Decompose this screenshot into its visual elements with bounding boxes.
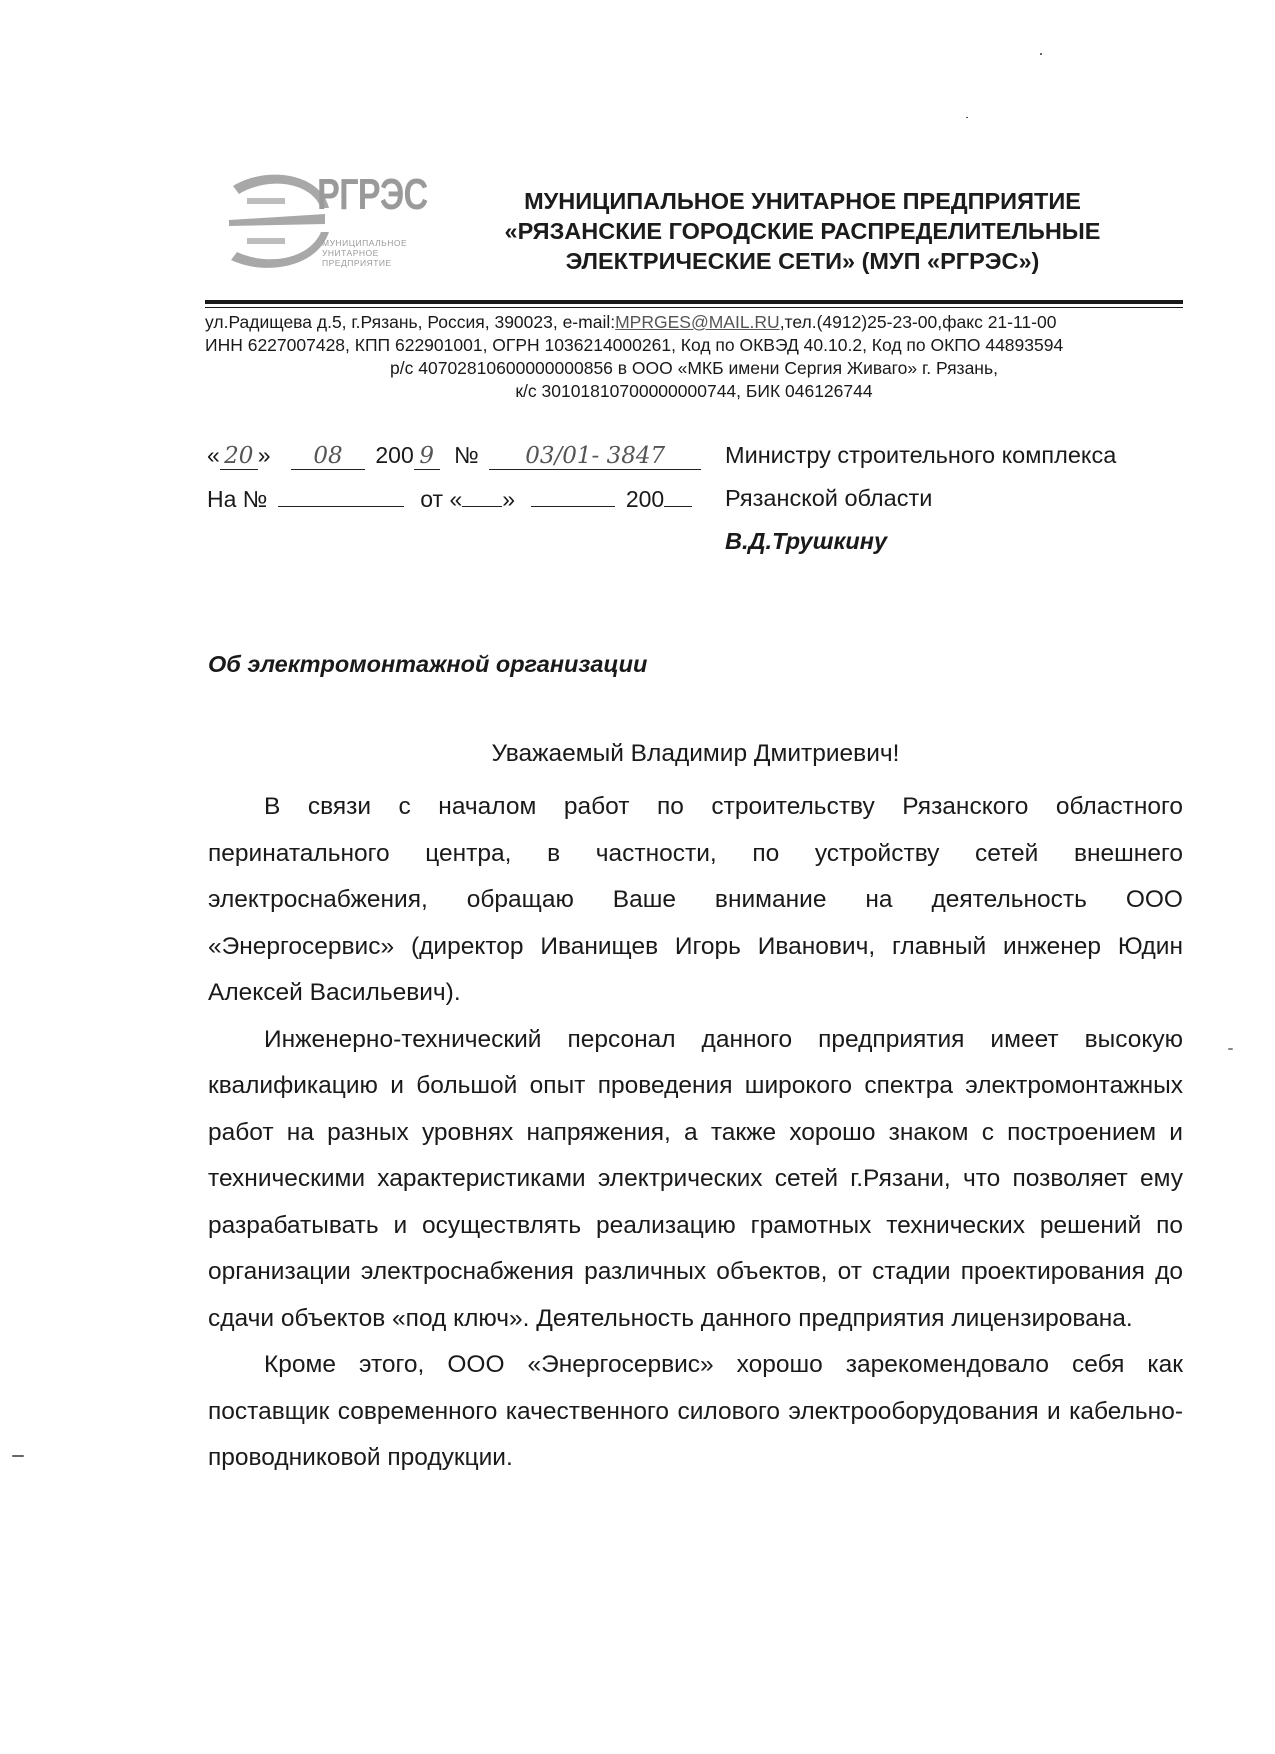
letter-subject: Об электромонтажной организации — [208, 651, 648, 677]
reply-number-blank — [278, 506, 404, 507]
logo-sub-line: ПРЕДПРИЯТИЕ — [322, 258, 392, 268]
registration-block — [207, 434, 701, 522]
body-paragraph: В связи с началом работ по строительству Рязанского областного перинатального центра, в частности, по устройству сетей внешнего электроснабжения, обращаю Ваше внимание на деятельность ООО «Энергосервис» (директор Иванищев Игорь Иванович, главный инженер Юдин Алексей Васильевич). — [208, 793, 1183, 1006]
body-paragraph: Инженерно-технический персонал данного предприятия имеет высокую квалификацию и большой опыт проведения широкого спектра электромонтажных работ на разных уровнях напряжения, а также хорошо знаком с построением и техническими характеристиками электрических сетей г.Рязани, что позволяет ему разрабатывать и осуществлять реализацию грамотных технических решений по организации электроснабжения различных объектов, от стадии проектирования до сдачи объектов «под ключ». Деятельность данного предприятия лицензирована. — [208, 1025, 1183, 1332]
phone-fax-text: ,тел.(4912)25-23-00,факс 21-11-00 — [779, 312, 1057, 332]
addressee-region: Рязанской области — [725, 485, 933, 511]
logo-subtitle — [322, 238, 407, 268]
reply-year-prefix: 200 — [625, 486, 665, 512]
logo-sub-line: УНИТАРНОЕ — [322, 248, 379, 258]
addressee-block — [725, 434, 1116, 563]
address-text: ул.Радищева д.5, г.Рязань, Россия, 390023, e-mail: — [205, 312, 616, 332]
correspondent-account-line: к/с 30101810700000000744, БИК 046126744 — [515, 381, 873, 401]
date-month: 08 — [291, 443, 365, 470]
reply-month-blank — [531, 506, 615, 507]
quote-close: » — [502, 486, 516, 512]
reply-number-row — [207, 478, 701, 522]
outgoing-number: 03/01- 3847 — [489, 443, 701, 470]
letter-body — [208, 784, 1183, 1482]
letter-greeting: Уважаемый Владимир Дмитриевич! — [491, 740, 900, 767]
scan-speck — [12, 1455, 24, 1457]
logo-sub-line: МУНИЦИПАЛЬНОЕ — [322, 238, 408, 248]
org-line: «РЯЗАНСКИЕ ГОРОДСКИЕ РАСПРЕДЕЛИТЕЛЬНЫЕ — [504, 218, 1101, 244]
date-day: 20 — [220, 443, 258, 470]
scan-speck — [1228, 1048, 1233, 1050]
outgoing-number-row — [207, 434, 701, 478]
company-logo — [225, 168, 435, 273]
reply-year-blank — [664, 506, 692, 507]
year-prefix: 200 — [375, 442, 414, 468]
quote-open: « — [207, 442, 220, 468]
header-divider — [205, 300, 1183, 304]
address-line — [205, 311, 1183, 334]
addressee-name: В.Д.Трушкину — [725, 528, 888, 554]
quote-close: » — [257, 442, 271, 468]
company-requisites — [205, 311, 1183, 403]
logo-wordmark: РГРЭС — [317, 170, 428, 219]
body-paragraph: Кроме этого, ООО «Энергосервис» хорошо зарекомендовало себя как поставщик современного качественного силового электрооборудования и кабельно-проводниковой продукции. — [208, 1351, 1183, 1471]
scan-speck — [1040, 53, 1042, 55]
org-line: ЭЛЕКТРИЧЕСКИЕ СЕТИ» (МУП «РГРЭС») — [565, 248, 1040, 274]
tax-ids-line: ИНН 6227007428, КПП 622901001, ОГРН 1036214000261, Код по ОКВЭД 40.10.2, Код по ОКПО 44893594 — [205, 335, 1064, 355]
header-divider-thin — [205, 307, 1183, 308]
addressee-position: Министру строительного комплекса — [725, 442, 1117, 468]
reply-from-label: от « — [420, 486, 463, 512]
bank-account-line: р/с 40702810600000000856 в ООО «МКБ имени Сергия Живаго» г. Рязань, — [390, 358, 998, 378]
organization-name — [470, 186, 1135, 276]
scan-speck — [966, 117, 968, 118]
year-digit: 9 — [414, 443, 440, 470]
org-line: МУНИЦИПАЛЬНОЕ УНИТАРНОЕ ПРЕДПРИЯТИЕ — [524, 188, 1081, 214]
number-label: № — [454, 442, 479, 468]
reply-label: На № — [207, 486, 268, 512]
email-link[interactable]: MPRGES@MAIL.RU — [615, 312, 780, 332]
reply-day-blank — [462, 506, 502, 507]
